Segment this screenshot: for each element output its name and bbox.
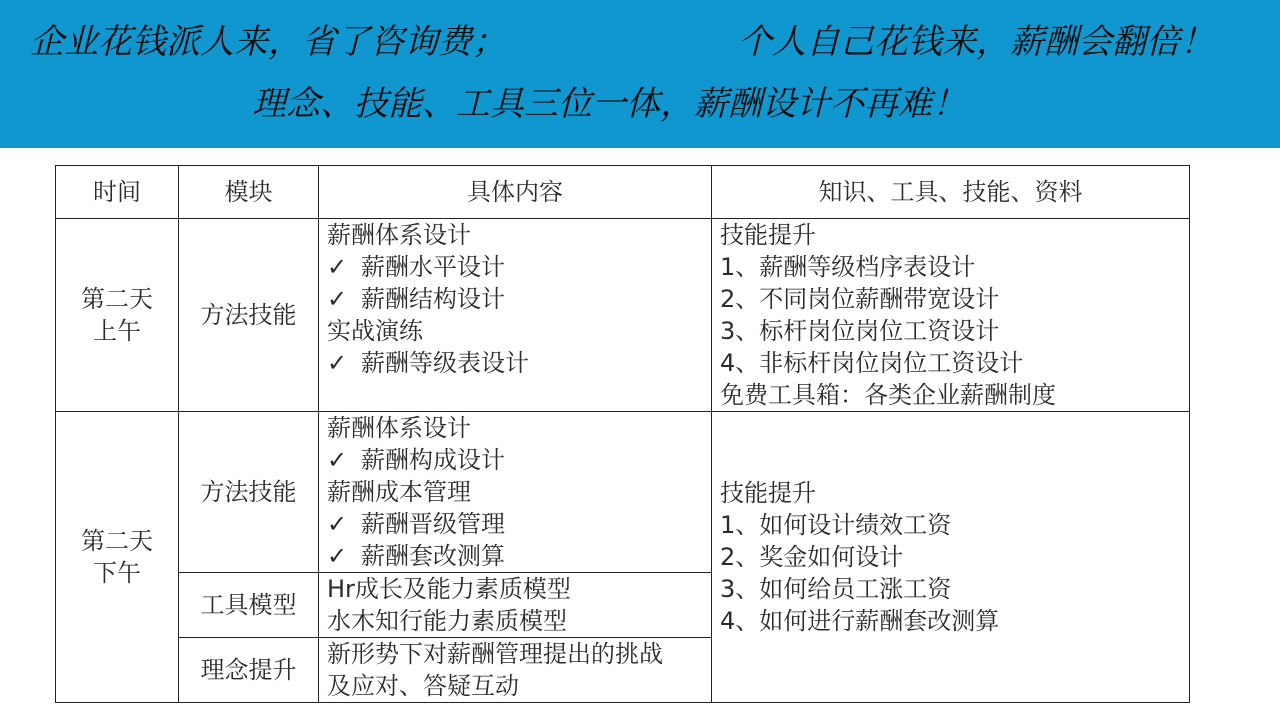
- knowledge-line: 免费工具箱：各类企业薪酬制度: [720, 381, 1056, 409]
- content-title: 薪酬体系设计: [327, 221, 471, 249]
- module-cell: 工具模型: [179, 573, 319, 638]
- content-cell-afternoon-concept: [319, 638, 712, 703]
- knowledge-line: 3、如何给员工涨工资: [720, 575, 952, 603]
- content-line: 及应对、答疑互动: [327, 672, 519, 700]
- knowledge-line: 2、奖金如何设计: [720, 543, 904, 571]
- knowledge-cell-morning: [712, 219, 1190, 412]
- time-day: 第二天: [81, 285, 153, 313]
- table-row-afternoon-methods: [56, 412, 1190, 573]
- content-line: 水木知行能力素质模型: [327, 607, 567, 635]
- checklist-item: ✓ 薪酬构成设计: [327, 446, 505, 474]
- header-knowledge: 知识、工具、技能、资料: [712, 166, 1190, 219]
- knowledge-line: 4、非标杆岗位岗位工资设计: [720, 349, 1024, 377]
- module-cell: 方法技能: [179, 219, 319, 412]
- time-period: 下午: [93, 559, 141, 587]
- content-title: 薪酬体系设计: [327, 414, 471, 442]
- content-cell-afternoon-tools: [319, 573, 712, 638]
- checklist-item: ✓ 薪酬水平设计: [327, 253, 505, 281]
- content-line: 新形势下对薪酬管理提出的挑战: [327, 640, 663, 668]
- content-title: 实战演练: [327, 317, 423, 345]
- knowledge-line: 技能提升: [720, 479, 816, 507]
- checklist-item: ✓ 薪酬等级表设计: [327, 349, 529, 377]
- content-title: 薪酬成本管理: [327, 478, 471, 506]
- slogan-line-1: 企业花钱派人来，省了咨询费；: [30, 22, 506, 62]
- table-header-row: [56, 166, 1190, 219]
- content-cell-afternoon-methods: [319, 412, 712, 573]
- checklist-item: ✓ 薪酬结构设计: [327, 285, 505, 313]
- module-cell: 方法技能: [179, 412, 319, 573]
- knowledge-line: 2、不同岗位薪酬带宽设计: [720, 285, 1000, 313]
- time-cell-afternoon: [56, 412, 179, 703]
- time-day: 第二天: [81, 527, 153, 555]
- content-cell-morning: [319, 219, 712, 412]
- check-icon: ✓: [327, 542, 348, 570]
- time-cell-morning: [56, 219, 179, 412]
- check-icon: ✓: [327, 253, 348, 281]
- checklist-item: ✓ 薪酬晋级管理: [327, 510, 505, 538]
- checklist-item: ✓ 薪酬套改测算: [327, 542, 505, 570]
- check-icon: ✓: [327, 446, 348, 474]
- check-icon: ✓: [327, 285, 348, 313]
- content-line: Hr成长及能力素质模型: [327, 575, 571, 603]
- slogan-banner: [0, 0, 1280, 148]
- slogan-line-3: 理念、技能、工具三位一体，薪酬设计不再难！: [252, 84, 966, 124]
- knowledge-line: 1、如何设计绩效工资: [720, 511, 952, 539]
- module-cell: 理念提升: [179, 638, 319, 703]
- knowledge-line: 1、薪酬等级档序表设计: [720, 253, 976, 281]
- knowledge-line: 4、如何进行薪酬套改测算: [720, 607, 1000, 635]
- header-content: 具体内容: [319, 166, 712, 219]
- table-row-morning: [56, 219, 1190, 412]
- header-module: 模块: [179, 166, 319, 219]
- check-icon: ✓: [327, 349, 348, 377]
- time-period: 上午: [93, 317, 141, 345]
- knowledge-line: 技能提升: [720, 221, 816, 249]
- schedule-table: [55, 165, 1190, 703]
- check-icon: ✓: [327, 510, 348, 538]
- knowledge-line: 3、标杆岗位岗位工资设计: [720, 317, 1000, 345]
- header-time: 时间: [56, 166, 179, 219]
- slogan-line-2: 个人自己花钱来，薪酬会翻倍！: [738, 22, 1214, 62]
- knowledge-cell-afternoon: [712, 412, 1190, 703]
